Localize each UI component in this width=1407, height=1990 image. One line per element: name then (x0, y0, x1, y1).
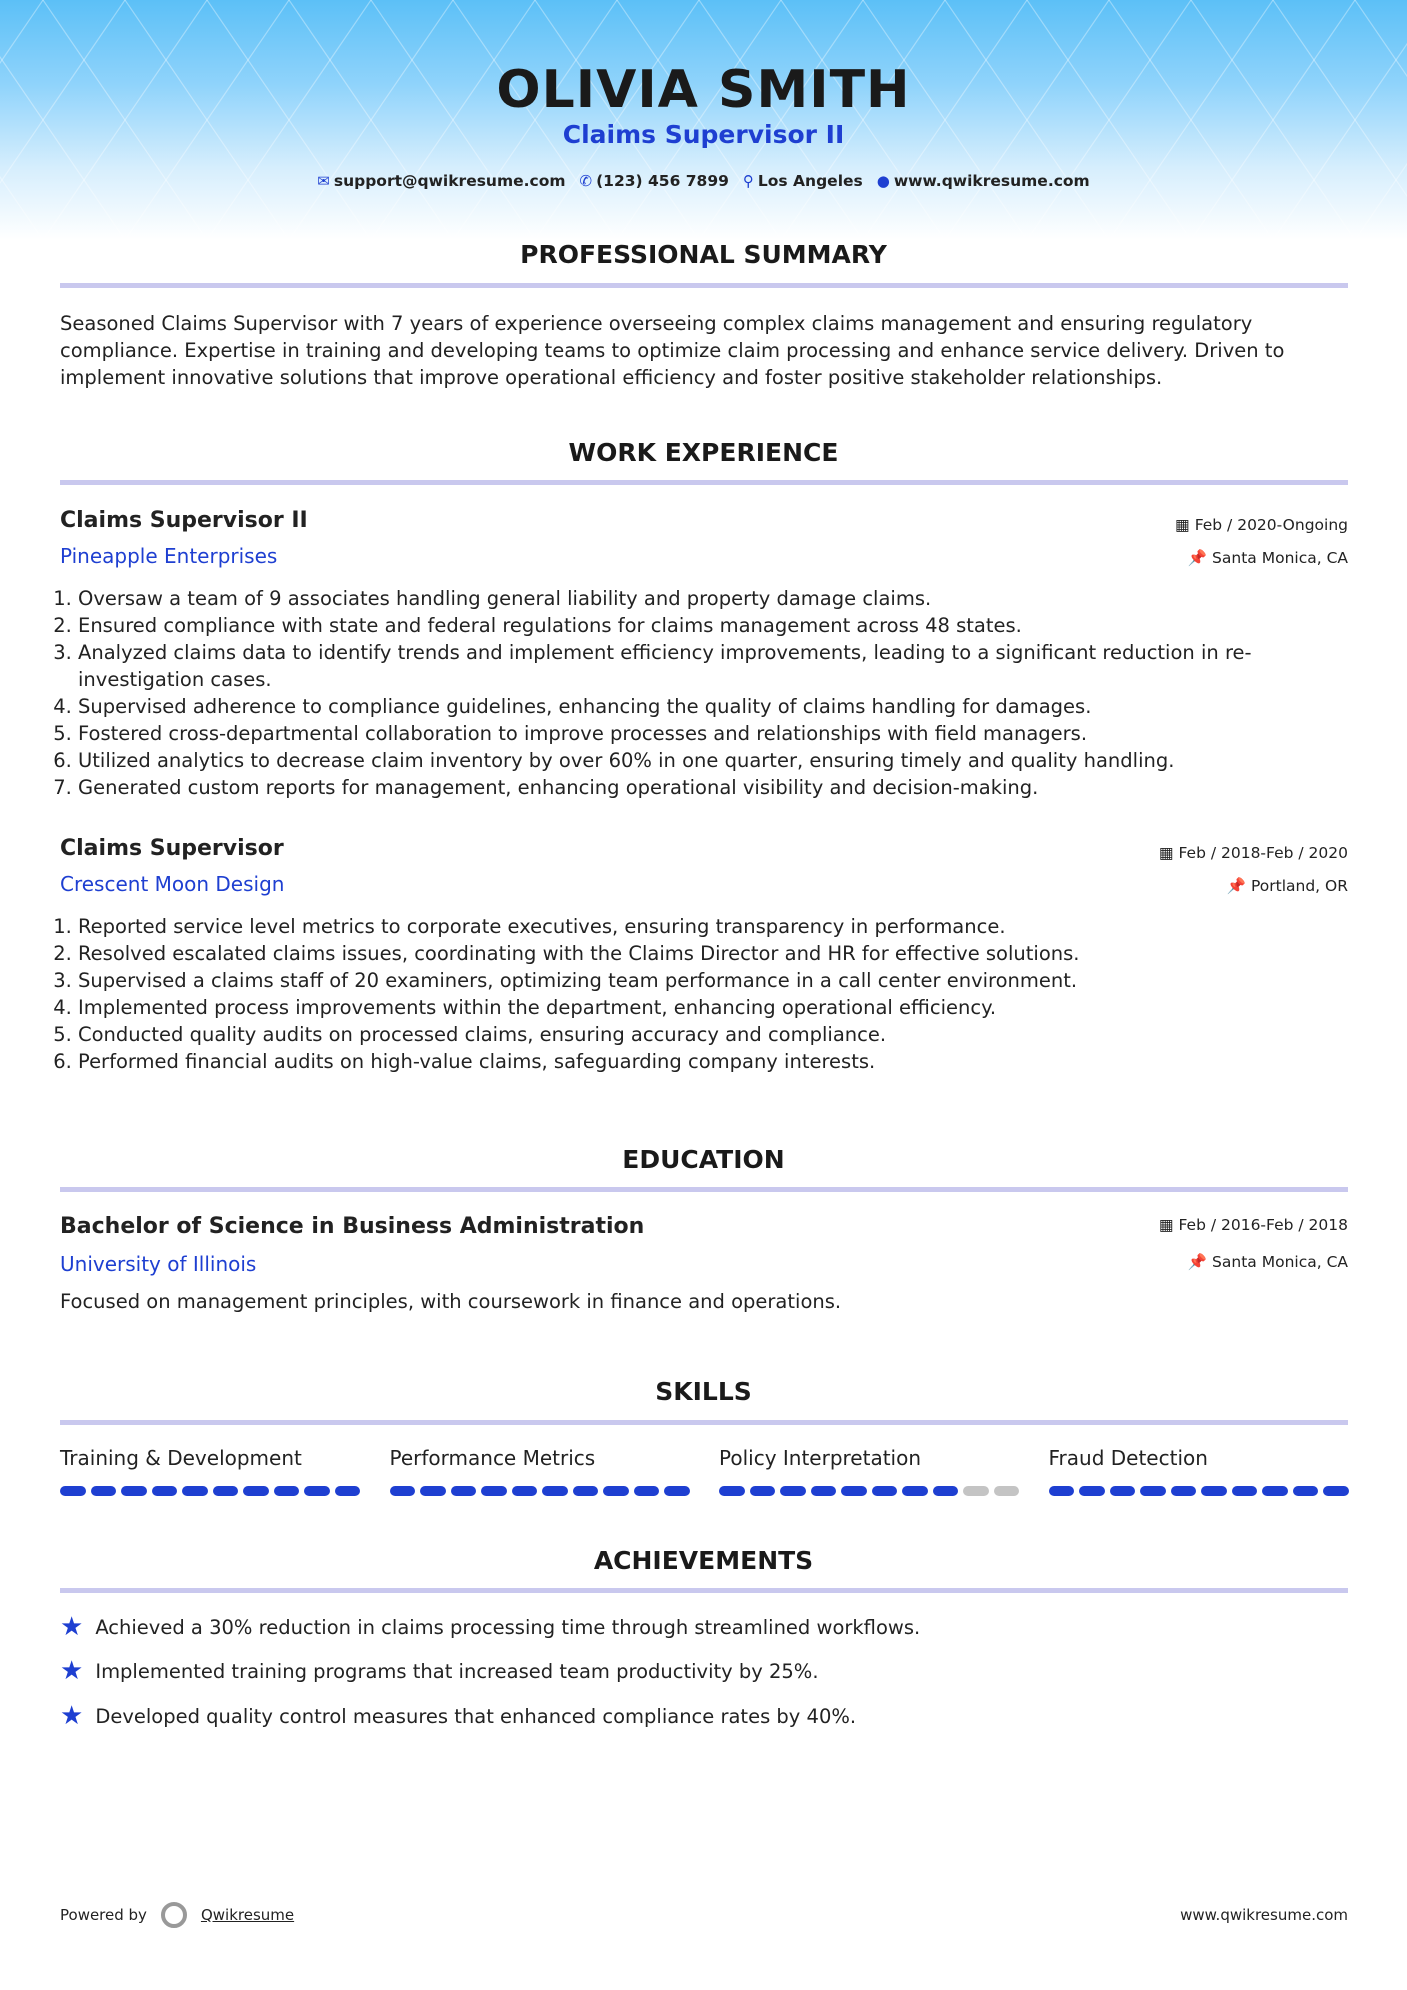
footer-powered: Powered by Qwikresume (60, 1902, 294, 1928)
degree: Bachelor of Science in Business Administration (60, 1214, 645, 1239)
skill-name: Performance Metrics (389, 1446, 596, 1470)
list-item: 6. Performed financial audits on high-value claims, safeguarding company interests. (78, 1048, 1330, 1075)
summary-heading: PROFESSIONAL SUMMARY (520, 240, 887, 269)
skill-level-segment (213, 1486, 239, 1496)
skill-level-segment (1110, 1486, 1136, 1496)
skill-item (1049, 1446, 1349, 1496)
skill-level-segment (750, 1486, 776, 1496)
company-2: Crescent Moon Design (60, 872, 285, 896)
job-title: Claims Supervisor II (562, 120, 845, 149)
job-dates-2: ▦ Feb / 2018-Feb / 2020 (1158, 844, 1348, 862)
skill-level-segment (243, 1486, 269, 1496)
skill-level-segment (902, 1486, 928, 1496)
list-item: 4. Implemented process improvements within the department, enhancing operational efficiency. (78, 994, 1330, 1021)
skill-level-bar (390, 1486, 690, 1496)
skill-level-segment (304, 1486, 330, 1496)
skill-level-segment (1079, 1486, 1105, 1496)
skill-level-segment (573, 1486, 599, 1496)
skill-level-segment (811, 1486, 837, 1496)
job-location-1: 📌 Santa Monica, CA (1187, 549, 1348, 567)
divider (60, 283, 1348, 288)
candidate-name: OLIVIA SMITH (496, 60, 911, 120)
divider (60, 1187, 1348, 1192)
pin-icon: 📌 (1187, 549, 1208, 567)
skill-level-segment (664, 1486, 690, 1496)
skill-level-segment (60, 1486, 86, 1496)
skill-name: Fraud Detection (1048, 1446, 1208, 1470)
skills-heading: SKILLS (655, 1377, 752, 1406)
qwikresume-logo-icon (161, 1902, 187, 1928)
education-dates: ▦ Feb / 2016-Feb / 2018 (1158, 1216, 1348, 1234)
skill-level-segment (780, 1486, 806, 1496)
location-pin-icon: ⚲ (742, 172, 754, 190)
list-item: 3. Supervised a claims staff of 20 examiners, optimizing team performance in a call center environment. (78, 967, 1330, 994)
star-icon: ★ (60, 1701, 84, 1731)
skill-item (390, 1446, 690, 1496)
pin-icon: 📌 (1226, 877, 1246, 895)
skill-level-segment (152, 1486, 178, 1496)
skill-level-segment (841, 1486, 867, 1496)
phone-icon: ✆ (579, 172, 593, 190)
star-icon: ★ (60, 1656, 84, 1686)
skill-level-segment (542, 1486, 568, 1496)
skill-item (60, 1446, 360, 1496)
list-item: 4. Supervised adherence to compliance guidelines, enhancing the quality of claims handling for damages. (78, 693, 1330, 720)
list-item: 2. Resolved escalated claims issues, coordinating with the Claims Director and HR for effective solutions. (78, 940, 1330, 967)
skill-level-segment (872, 1486, 898, 1496)
achievement-item: ★ Achieved a 30% reduction in claims processing time through streamlined workflows. (60, 1612, 921, 1642)
skill-level-segment (512, 1486, 538, 1496)
calendar-icon: ▦ (1158, 1216, 1174, 1234)
skill-level-bar (60, 1486, 360, 1496)
list-item: 5. Conducted quality audits on processed claims, ensuring accuracy and compliance. (78, 1021, 1330, 1048)
brand-link[interactable]: Qwikresume (200, 1906, 295, 1924)
summary-text: Seasoned Claims Supervisor with 7 years of experience overseeing complex claims management and ensuring regulatory compliance. Expertise in training and developing teams to optimize claim processing and enhance service delivery. Driven to implement innovative solutions that improve operational efficiency and foster positive stakeholder relationships. (60, 312, 1285, 389)
education-heading: EDUCATION (622, 1145, 785, 1174)
skill-level-segment (1171, 1486, 1197, 1496)
skill-level-segment (182, 1486, 208, 1496)
job-location-2: 📌 Portland, OR (1226, 877, 1348, 895)
skill-level-segment (91, 1486, 117, 1496)
list-item: 1. Oversaw a team of 9 associates handling general liability and property damage claims. (78, 585, 1330, 612)
list-item: 1. Reported service level metrics to corporate executives, ensuring transparency in performance. (78, 913, 1330, 940)
company-1: Pineapple Enterprises (60, 544, 278, 568)
skill-level-segment (634, 1486, 660, 1496)
skill-level-segment (1293, 1486, 1319, 1496)
achievement-item: ★ Developed quality control measures that enhanced compliance rates by 40%. (60, 1701, 857, 1731)
skill-level-segment (274, 1486, 300, 1496)
skill-level-segment (719, 1486, 745, 1496)
list-item: 7. Generated custom reports for management, enhancing operational visibility and decision-making. (78, 774, 1330, 801)
skill-level-segment (121, 1486, 147, 1496)
achievement-item: ★ Implemented training programs that increased team productivity by 25%. (60, 1656, 819, 1686)
calendar-icon: ▦ (1158, 844, 1174, 862)
skill-level-segment (420, 1486, 446, 1496)
skill-level-segment (1049, 1486, 1075, 1496)
skill-level-bar (719, 1486, 1019, 1496)
job-bullets-1 (60, 585, 1330, 801)
skill-item (719, 1446, 1019, 1496)
star-icon: ★ (60, 1612, 84, 1642)
skill-level-segment (603, 1486, 629, 1496)
job-title-2: Claims Supervisor (60, 836, 284, 861)
job-dates-1: ▦ Feb / 2020-Ongoing (1175, 516, 1348, 534)
job-title-1: Claims Supervisor II (60, 508, 308, 533)
contact-phone[interactable]: ✆ (123) 456 7899 (579, 172, 729, 190)
divider (60, 1420, 1348, 1425)
footer-website[interactable]: www.qwikresume.com (1180, 1906, 1348, 1924)
skill-level-segment (1201, 1486, 1227, 1496)
skill-level-segment (933, 1486, 959, 1496)
contact-website[interactable]: ● www.qwikresume.com (876, 172, 1090, 190)
skill-level-segment (390, 1486, 416, 1496)
list-item: 6. Utilized analytics to decrease claim inventory by over 60% in one quarter, ensuring timely and quality handling. (78, 747, 1330, 774)
skill-level-segment (1262, 1486, 1288, 1496)
skill-level-bar (1049, 1486, 1349, 1496)
skill-name: Training & Development (60, 1446, 302, 1470)
education-description: Focused on management principles, with coursework in finance and operations. (60, 1290, 842, 1313)
skill-level-segment (1232, 1486, 1258, 1496)
skill-level-segment (451, 1486, 477, 1496)
skill-level-segment (1140, 1486, 1166, 1496)
skill-level-segment (335, 1486, 361, 1496)
divider (60, 480, 1348, 485)
globe-icon: ● (876, 172, 890, 190)
skill-level-segment (1323, 1486, 1349, 1496)
skill-name: Policy Interpretation (719, 1446, 922, 1470)
skill-level-segment (481, 1486, 507, 1496)
calendar-icon: ▦ (1175, 516, 1190, 534)
divider (60, 1588, 1348, 1593)
envelope-icon: ✉ (317, 172, 330, 190)
education-location: 📌 Santa Monica, CA (1187, 1253, 1348, 1271)
pin-icon: 📌 (1187, 1253, 1208, 1271)
skill-level-segment (994, 1486, 1020, 1496)
list-item: 2. Ensured compliance with state and federal regulations for claims management across 48 states. (78, 612, 1330, 639)
job-bullets-2 (60, 913, 1330, 1075)
contact-email[interactable]: ✉ support@qwikresume.com (317, 172, 566, 190)
experience-heading: WORK EXPERIENCE (568, 438, 839, 467)
skill-level-segment (963, 1486, 989, 1496)
list-item: 5. Fostered cross-departmental collaboration to improve processes and relationships with field managers. (78, 720, 1330, 747)
list-item: 3. Analyzed claims data to identify trends and implement efficiency improvements, leading to a significant reduction in re-investigation cases. (78, 639, 1330, 693)
achievements-heading: ACHIEVEMENTS (593, 1546, 814, 1575)
school: University of Illinois (60, 1252, 257, 1276)
contact-location: ⚲ Los Angeles (742, 172, 863, 190)
contact-bar (0, 172, 1407, 190)
